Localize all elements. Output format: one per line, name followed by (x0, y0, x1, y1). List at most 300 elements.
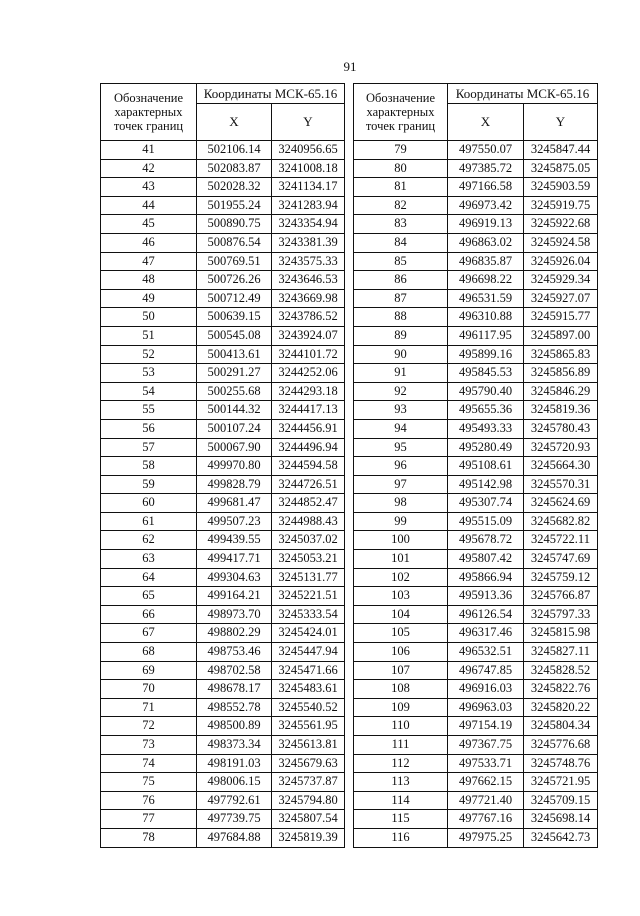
designation-header: Обозначение характерных точек границ (101, 84, 197, 141)
y-coordinate-cell: 3243924.07 (272, 326, 345, 345)
y-coordinate-cell: 3245483.61 (272, 680, 345, 699)
table-row (101, 475, 345, 494)
point-number-cell: 82 (354, 196, 448, 215)
table-row (101, 512, 345, 531)
table-row (101, 271, 345, 290)
y-coordinate-cell: 3245720.93 (524, 438, 598, 457)
y-coordinate-cell: 3244726.51 (272, 475, 345, 494)
point-number-cell: 88 (354, 308, 448, 327)
y-coordinate-cell: 3245053.21 (272, 550, 345, 569)
x-coordinate-cell: 496863.02 (448, 233, 524, 252)
y-coordinate-cell: 3245037.02 (272, 531, 345, 550)
point-number-cell: 99 (354, 512, 448, 531)
y-coordinate-cell: 3245827.11 (524, 643, 598, 662)
point-number-cell: 83 (354, 215, 448, 234)
table-row (354, 345, 598, 364)
y-coordinate-cell: 3245776.68 (524, 736, 598, 755)
point-number-cell: 107 (354, 661, 448, 680)
coordinates-table-left (100, 83, 345, 848)
table-row (354, 661, 598, 680)
point-number-cell: 90 (354, 345, 448, 364)
y-coordinate-cell: 3245819.36 (524, 401, 598, 420)
table-row (354, 587, 598, 606)
y-header: Y (272, 104, 345, 141)
table-row (354, 605, 598, 624)
table-row (101, 643, 345, 662)
y-coordinate-cell: 3245815.98 (524, 624, 598, 643)
x-coordinate-cell: 499970.80 (197, 457, 272, 476)
point-number-cell: 74 (101, 754, 197, 773)
table-row (101, 828, 345, 847)
point-number-cell: 64 (101, 568, 197, 587)
x-coordinate-cell: 497767.16 (448, 810, 524, 829)
x-coordinate-cell: 497533.71 (448, 754, 524, 773)
x-coordinate-cell: 499828.79 (197, 475, 272, 494)
x-coordinate-cell: 496698.22 (448, 271, 524, 290)
point-number-cell: 41 (101, 141, 197, 160)
x-coordinate-cell: 495108.61 (448, 457, 524, 476)
point-number-cell: 115 (354, 810, 448, 829)
x-coordinate-cell: 500144.32 (197, 401, 272, 420)
y-coordinate-cell: 3244293.18 (272, 382, 345, 401)
y-coordinate-cell: 3244417.13 (272, 401, 345, 420)
x-coordinate-cell: 497367.75 (448, 736, 524, 755)
x-coordinate-cell: 496973.42 (448, 196, 524, 215)
y-coordinate-cell: 3245679.63 (272, 754, 345, 773)
point-number-cell: 109 (354, 698, 448, 717)
table-row (354, 382, 598, 401)
point-number-cell: 97 (354, 475, 448, 494)
table-row (354, 828, 598, 847)
table-row (101, 252, 345, 271)
point-number-cell: 102 (354, 568, 448, 587)
y-coordinate-cell: 3245664.30 (524, 457, 598, 476)
table-row (354, 215, 598, 234)
y-coordinate-cell: 3244988.43 (272, 512, 345, 531)
table-row (101, 438, 345, 457)
point-number-cell: 101 (354, 550, 448, 569)
point-number-cell: 86 (354, 271, 448, 290)
table-row (101, 401, 345, 420)
point-number-cell: 76 (101, 791, 197, 810)
y-coordinate-cell: 3245748.76 (524, 754, 598, 773)
x-coordinate-cell: 497684.88 (197, 828, 272, 847)
table-row (101, 308, 345, 327)
point-number-cell: 108 (354, 680, 448, 699)
table-row (354, 624, 598, 643)
y-coordinate-cell: 3245747.69 (524, 550, 598, 569)
point-number-cell: 78 (101, 828, 197, 847)
x-coordinate-cell: 499417.71 (197, 550, 272, 569)
point-number-cell: 52 (101, 345, 197, 364)
y-coordinate-cell: 3240956.65 (272, 141, 345, 160)
x-coordinate-cell: 500769.51 (197, 252, 272, 271)
table-header-row (354, 84, 598, 104)
table-row (354, 252, 598, 271)
x-coordinate-cell: 501955.24 (197, 196, 272, 215)
point-number-cell: 79 (354, 141, 448, 160)
y-coordinate-cell: 3244456.91 (272, 419, 345, 438)
table-row (101, 364, 345, 383)
y-coordinate-cell: 3245915.77 (524, 308, 598, 327)
x-coordinate-cell: 498500.89 (197, 717, 272, 736)
coordinates-tables (100, 83, 598, 848)
point-number-cell: 105 (354, 624, 448, 643)
y-coordinate-cell: 3243786.52 (272, 308, 345, 327)
x-coordinate-cell: 500067.90 (197, 438, 272, 457)
y-coordinate-cell: 3243646.53 (272, 271, 345, 290)
y-coordinate-cell: 3241134.17 (272, 178, 345, 197)
point-number-cell: 46 (101, 233, 197, 252)
table-row (354, 512, 598, 531)
y-coordinate-cell: 3245846.29 (524, 382, 598, 401)
table-row (101, 550, 345, 569)
point-number-cell: 56 (101, 419, 197, 438)
x-coordinate-cell: 495142.98 (448, 475, 524, 494)
table-row (101, 215, 345, 234)
x-coordinate-cell: 498552.78 (197, 698, 272, 717)
x-coordinate-cell: 497662.15 (448, 773, 524, 792)
point-number-cell: 55 (101, 401, 197, 420)
x-coordinate-cell: 502083.87 (197, 159, 272, 178)
point-number-cell: 93 (354, 401, 448, 420)
x-coordinate-cell: 499681.47 (197, 494, 272, 513)
point-number-cell: 85 (354, 252, 448, 271)
point-number-cell: 44 (101, 196, 197, 215)
coordinates-table-right (353, 83, 598, 848)
table-row (354, 308, 598, 327)
y-coordinate-cell: 3245333.54 (272, 605, 345, 624)
coordinates-header: Координаты МСК-65.16 (448, 84, 598, 104)
table-row (101, 736, 345, 755)
x-coordinate-cell: 499439.55 (197, 531, 272, 550)
table-row (101, 141, 345, 160)
x-coordinate-cell: 497385.72 (448, 159, 524, 178)
y-coordinate-cell: 3245897.00 (524, 326, 598, 345)
x-coordinate-cell: 496531.59 (448, 289, 524, 308)
table-row (354, 550, 598, 569)
x-coordinate-cell: 495790.40 (448, 382, 524, 401)
x-coordinate-cell: 502028.32 (197, 178, 272, 197)
y-coordinate-cell: 3245613.81 (272, 736, 345, 755)
point-number-cell: 60 (101, 494, 197, 513)
table-row (354, 475, 598, 494)
y-coordinate-cell: 3245698.14 (524, 810, 598, 829)
y-coordinate-cell: 3244852.47 (272, 494, 345, 513)
coordinates-header: Координаты МСК-65.16 (197, 84, 345, 104)
point-number-cell: 96 (354, 457, 448, 476)
table-row (354, 791, 598, 810)
point-number-cell: 114 (354, 791, 448, 810)
table-row (354, 717, 598, 736)
y-coordinate-cell: 3245471.66 (272, 661, 345, 680)
point-number-cell: 68 (101, 643, 197, 662)
y-coordinate-cell: 3245766.87 (524, 587, 598, 606)
x-coordinate-cell: 495678.72 (448, 531, 524, 550)
point-number-cell: 84 (354, 233, 448, 252)
y-coordinate-cell: 3245709.15 (524, 791, 598, 810)
point-number-cell: 72 (101, 717, 197, 736)
point-number-cell: 116 (354, 828, 448, 847)
point-number-cell: 59 (101, 475, 197, 494)
table-header-row (101, 84, 345, 104)
point-number-cell: 65 (101, 587, 197, 606)
x-coordinate-cell: 500639.15 (197, 308, 272, 327)
table-row (101, 531, 345, 550)
x-coordinate-cell: 496532.51 (448, 643, 524, 662)
point-number-cell: 80 (354, 159, 448, 178)
table-row (354, 419, 598, 438)
x-coordinate-cell: 498191.03 (197, 754, 272, 773)
x-coordinate-cell: 496835.87 (448, 252, 524, 271)
y-coordinate-cell: 3245722.11 (524, 531, 598, 550)
right-table-body (354, 141, 598, 848)
y-coordinate-cell: 3244252.06 (272, 364, 345, 383)
table-row (354, 680, 598, 699)
x-coordinate-cell: 497166.58 (448, 178, 524, 197)
x-coordinate-cell: 502106.14 (197, 141, 272, 160)
x-coordinate-cell: 496117.95 (448, 326, 524, 345)
x-coordinate-cell: 495845.53 (448, 364, 524, 383)
x-coordinate-cell: 496310.88 (448, 308, 524, 327)
x-coordinate-cell: 496963.03 (448, 698, 524, 717)
point-number-cell: 98 (354, 494, 448, 513)
y-coordinate-cell: 3244594.58 (272, 457, 345, 476)
table-row (354, 196, 598, 215)
point-number-cell: 69 (101, 661, 197, 680)
x-coordinate-cell: 496747.85 (448, 661, 524, 680)
x-coordinate-cell: 499164.21 (197, 587, 272, 606)
x-coordinate-cell: 498753.46 (197, 643, 272, 662)
x-coordinate-cell: 496919.13 (448, 215, 524, 234)
y-coordinate-cell: 3243669.98 (272, 289, 345, 308)
table-row (101, 698, 345, 717)
table-row (354, 736, 598, 755)
x-coordinate-cell: 495866.94 (448, 568, 524, 587)
point-number-cell: 113 (354, 773, 448, 792)
y-coordinate-cell: 3245221.51 (272, 587, 345, 606)
table-row (354, 568, 598, 587)
y-coordinate-cell: 3245540.52 (272, 698, 345, 717)
y-coordinate-cell: 3245424.01 (272, 624, 345, 643)
y-coordinate-cell: 3245919.75 (524, 196, 598, 215)
point-number-cell: 66 (101, 605, 197, 624)
point-number-cell: 67 (101, 624, 197, 643)
point-number-cell: 63 (101, 550, 197, 569)
point-number-cell: 112 (354, 754, 448, 773)
x-coordinate-cell: 500545.08 (197, 326, 272, 345)
table-row (101, 345, 345, 364)
point-number-cell: 110 (354, 717, 448, 736)
y-coordinate-cell: 3245759.12 (524, 568, 598, 587)
x-coordinate-cell: 498373.34 (197, 736, 272, 755)
table-row (101, 605, 345, 624)
y-coordinate-cell: 3245924.58 (524, 233, 598, 252)
table-row (354, 289, 598, 308)
x-coordinate-cell: 495493.33 (448, 419, 524, 438)
y-coordinate-cell: 3245780.43 (524, 419, 598, 438)
y-coordinate-cell: 3241283.94 (272, 196, 345, 215)
x-coordinate-cell: 496916.03 (448, 680, 524, 699)
x-coordinate-cell: 496317.46 (448, 624, 524, 643)
page-number: 91 (343, 59, 357, 74)
x-coordinate-cell: 498802.29 (197, 624, 272, 643)
y-coordinate-cell: 3245721.95 (524, 773, 598, 792)
y-coordinate-cell: 3245682.82 (524, 512, 598, 531)
y-coordinate-cell: 3245797.33 (524, 605, 598, 624)
x-coordinate-cell: 500291.27 (197, 364, 272, 383)
y-coordinate-cell: 3244496.94 (272, 438, 345, 457)
table-row (354, 438, 598, 457)
table-row (354, 401, 598, 420)
table-row (354, 364, 598, 383)
y-coordinate-cell: 3245926.04 (524, 252, 598, 271)
y-coordinate-cell: 3243354.94 (272, 215, 345, 234)
y-coordinate-cell: 3245642.73 (524, 828, 598, 847)
designation-header: Обозначение характерных точек границ (354, 84, 448, 141)
y-coordinate-cell: 3245822.76 (524, 680, 598, 699)
point-number-cell: 81 (354, 178, 448, 197)
y-coordinate-cell: 3245819.39 (272, 828, 345, 847)
point-number-cell: 58 (101, 457, 197, 476)
y-coordinate-cell: 3245922.68 (524, 215, 598, 234)
y-coordinate-cell: 3245570.31 (524, 475, 598, 494)
table-row (101, 624, 345, 643)
table-row (354, 159, 598, 178)
point-number-cell: 70 (101, 680, 197, 699)
table-row (354, 531, 598, 550)
table-row (354, 457, 598, 476)
table-row (354, 754, 598, 773)
y-coordinate-cell: 3245820.22 (524, 698, 598, 717)
point-number-cell: 91 (354, 364, 448, 383)
table-row (354, 698, 598, 717)
point-number-cell: 95 (354, 438, 448, 457)
point-number-cell: 54 (101, 382, 197, 401)
x-coordinate-cell: 497721.40 (448, 791, 524, 810)
point-number-cell: 104 (354, 605, 448, 624)
left-table-body (101, 141, 345, 848)
table-row (354, 178, 598, 197)
x-coordinate-cell: 500876.54 (197, 233, 272, 252)
point-number-cell: 103 (354, 587, 448, 606)
y-coordinate-cell: 3241008.18 (272, 159, 345, 178)
table-row (101, 159, 345, 178)
point-number-cell: 106 (354, 643, 448, 662)
x-coordinate-cell: 500712.49 (197, 289, 272, 308)
y-coordinate-cell: 3245131.77 (272, 568, 345, 587)
point-number-cell: 43 (101, 178, 197, 197)
table-row (101, 680, 345, 699)
point-number-cell: 62 (101, 531, 197, 550)
point-number-cell: 75 (101, 773, 197, 792)
y-coordinate-cell: 3243381.39 (272, 233, 345, 252)
table-row (101, 289, 345, 308)
x-coordinate-cell: 497550.07 (448, 141, 524, 160)
point-number-cell: 47 (101, 252, 197, 271)
x-coordinate-cell: 495913.36 (448, 587, 524, 606)
x-coordinate-cell: 497975.25 (448, 828, 524, 847)
table-row (354, 233, 598, 252)
x-coordinate-cell: 500890.75 (197, 215, 272, 234)
y-header: Y (524, 104, 598, 141)
x-header: X (197, 104, 272, 141)
point-number-cell: 71 (101, 698, 197, 717)
table-row (101, 661, 345, 680)
table-row (354, 643, 598, 662)
point-number-cell: 45 (101, 215, 197, 234)
y-coordinate-cell: 3245737.87 (272, 773, 345, 792)
point-number-cell: 89 (354, 326, 448, 345)
y-coordinate-cell: 3245561.95 (272, 717, 345, 736)
table-row (101, 233, 345, 252)
x-coordinate-cell: 495515.09 (448, 512, 524, 531)
x-coordinate-cell: 498973.70 (197, 605, 272, 624)
x-coordinate-cell: 495307.74 (448, 494, 524, 513)
x-coordinate-cell: 500726.26 (197, 271, 272, 290)
y-coordinate-cell: 3245794.80 (272, 791, 345, 810)
y-coordinate-cell: 3245807.54 (272, 810, 345, 829)
x-coordinate-cell: 495899.16 (448, 345, 524, 364)
x-coordinate-cell: 497792.61 (197, 791, 272, 810)
y-coordinate-cell: 3245875.05 (524, 159, 598, 178)
x-coordinate-cell: 499507.23 (197, 512, 272, 531)
y-coordinate-cell: 3245927.07 (524, 289, 598, 308)
table-row (354, 494, 598, 513)
table-row (101, 568, 345, 587)
x-coordinate-cell: 500107.24 (197, 419, 272, 438)
table-row (101, 773, 345, 792)
y-coordinate-cell: 3245828.52 (524, 661, 598, 680)
y-coordinate-cell: 3245847.44 (524, 141, 598, 160)
y-coordinate-cell: 3245903.59 (524, 178, 598, 197)
x-coordinate-cell: 500255.68 (197, 382, 272, 401)
table-row (101, 326, 345, 345)
x-coordinate-cell: 495807.42 (448, 550, 524, 569)
table-row (354, 141, 598, 160)
table-row (101, 196, 345, 215)
point-number-cell: 53 (101, 364, 197, 383)
x-coordinate-cell: 500413.61 (197, 345, 272, 364)
x-coordinate-cell: 498678.17 (197, 680, 272, 699)
point-number-cell: 61 (101, 512, 197, 531)
y-coordinate-cell: 3245929.34 (524, 271, 598, 290)
x-header: X (448, 104, 524, 141)
point-number-cell: 111 (354, 736, 448, 755)
table-row (354, 773, 598, 792)
y-coordinate-cell: 3245447.94 (272, 643, 345, 662)
x-coordinate-cell: 496126.54 (448, 605, 524, 624)
y-coordinate-cell: 3245865.83 (524, 345, 598, 364)
table-row (354, 271, 598, 290)
point-number-cell: 42 (101, 159, 197, 178)
point-number-cell: 50 (101, 308, 197, 327)
point-number-cell: 57 (101, 438, 197, 457)
table-row (101, 717, 345, 736)
table-row (101, 178, 345, 197)
table-row (354, 810, 598, 829)
x-coordinate-cell: 495280.49 (448, 438, 524, 457)
point-number-cell: 48 (101, 271, 197, 290)
point-number-cell: 51 (101, 326, 197, 345)
point-number-cell: 87 (354, 289, 448, 308)
x-coordinate-cell: 498006.15 (197, 773, 272, 792)
point-number-cell: 77 (101, 810, 197, 829)
table-row (101, 754, 345, 773)
point-number-cell: 94 (354, 419, 448, 438)
x-coordinate-cell: 497739.75 (197, 810, 272, 829)
point-number-cell: 49 (101, 289, 197, 308)
